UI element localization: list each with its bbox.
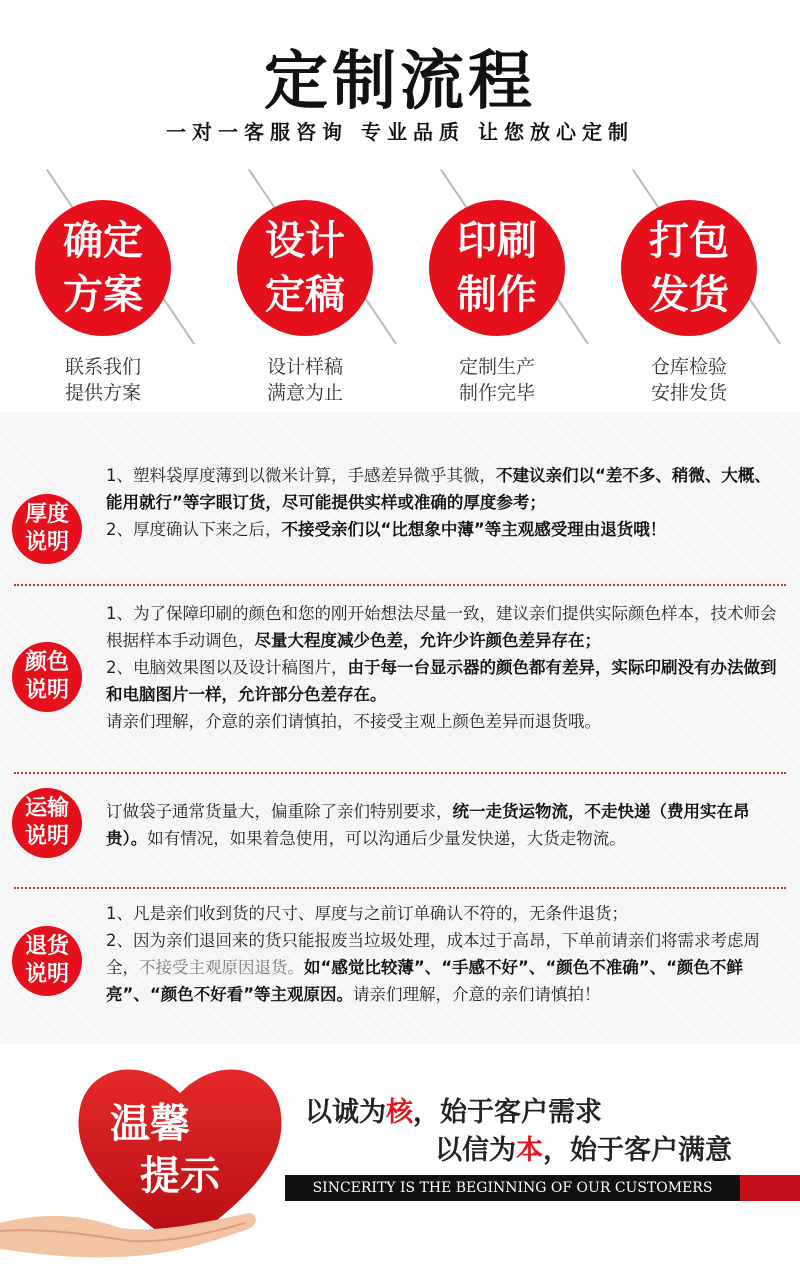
badge-text: 颜色 — [24, 650, 69, 675]
note-line: 1、为了保障印刷的颜色和您的刚开始想法尽量一致，建议亲们提供实际颜色样本，技术师会根据样本手动调色， — [106, 604, 777, 650]
note-line: 2、电脑效果图以及设计稿图片， — [106, 658, 348, 677]
note-body — [106, 462, 784, 543]
footer-banner — [0, 1048, 800, 1271]
step-desc-line: 仓库检验 — [650, 356, 727, 378]
badge-text: 说明 — [24, 678, 69, 703]
note-line-gray: 不接受主观原因退货。 — [139, 958, 304, 977]
page-title: 定制流程 — [264, 45, 536, 119]
note-badge — [12, 494, 82, 564]
slogan-accent: 核 — [386, 1097, 413, 1128]
note-line-bold: 统一走货运物流，不走快递（费用实在昂贵）。 — [106, 802, 750, 848]
page-subtitle: 一对一客服咨询 专业品质 让您放心定制 — [166, 120, 634, 144]
slogan-bar: SINCERITY IS THE BEGINNING OF OUR CUSTOMERS — [285, 1175, 740, 1201]
heart-text: 提示 — [140, 1152, 220, 1199]
step-circle — [237, 200, 373, 336]
step-desc-line: 制作完毕 — [458, 382, 535, 404]
step-desc-line: 设计样稿 — [266, 356, 343, 378]
step-description — [210, 354, 400, 406]
note-line: 请亲们理解，介意的亲们请慎拍，不接受主观上颜色差异而退货哦。 — [106, 712, 601, 731]
step-description — [402, 354, 592, 406]
step-circle-text: 制作 — [457, 272, 537, 318]
hand-icon — [0, 1183, 260, 1263]
step-circle-text: 打包 — [649, 218, 729, 264]
slogan-accent: 本 — [516, 1135, 543, 1166]
note-line: 1、塑料袋厚度薄到以微米计算，手感差异微乎其微， — [106, 466, 496, 485]
step-circle — [429, 200, 565, 336]
badge-text: 说明 — [24, 824, 69, 849]
step-desc-line: 定制生产 — [458, 356, 535, 378]
note-line: 如有情况，如果着急使用，可以沟通后少量发快递，大货走物流。 — [147, 829, 626, 848]
step-desc-line: 提供方案 — [64, 382, 141, 404]
note-body — [106, 798, 784, 852]
note-badge — [12, 788, 82, 858]
slogan-line-2 — [435, 1128, 732, 1167]
step-circle-text: 确定 — [63, 218, 143, 264]
step-desc-line: 联系我们 — [64, 356, 141, 378]
slogan-line-1 — [305, 1090, 602, 1129]
step-circle-text: 印刷 — [457, 218, 537, 264]
step-circle-text: 方案 — [63, 272, 143, 318]
slogan-text: ，始于客户满意 — [543, 1135, 732, 1166]
badge-text: 说明 — [24, 530, 69, 555]
dotted-divider — [14, 772, 786, 774]
dotted-divider — [14, 887, 786, 889]
step-printing — [402, 170, 592, 410]
slogan-text: 以信为 — [435, 1135, 516, 1166]
step-circle-text: 定稿 — [265, 272, 345, 318]
slogan-text: ，始于客户需求 — [413, 1097, 602, 1128]
slogan-bar-accent — [740, 1175, 800, 1201]
note-line: 1、凡是亲们收到货的尺寸、厚度与之前订单确认不符的，无条件退货； — [106, 904, 628, 923]
note-body — [106, 600, 784, 735]
step-desc-line: 安排发货 — [650, 382, 727, 404]
step-design-draft — [210, 170, 400, 410]
note-line-bold: 如“感觉比较薄”、“手感不好”、“颜色不准确”、“颜色不鲜亮”、“颜色不好看”等主观原因。 — [106, 958, 743, 1004]
step-description — [8, 354, 198, 406]
badge-text: 退货 — [24, 934, 69, 959]
step-confirm-plan — [8, 170, 198, 410]
note-body — [106, 900, 784, 1008]
step-circle-text: 设计 — [265, 218, 345, 264]
step-circle — [35, 200, 171, 336]
heart-text: 温馨 — [110, 1100, 190, 1147]
process-steps — [0, 170, 800, 420]
step-packing — [594, 170, 784, 410]
badge-text: 说明 — [24, 962, 69, 987]
notes-section — [0, 412, 800, 1044]
note-line: 2、厚度确认下来之后， — [106, 520, 282, 539]
step-circle-text: 发货 — [649, 272, 729, 318]
note-line-bold: 尽量大程度减少色差，允许少许颜色差异存在； — [254, 631, 601, 650]
note-badge — [12, 642, 82, 712]
step-description — [594, 354, 784, 406]
note-line-bold: 由于每一台显示器的颜色都有差异，实际印刷没有办法做到和电脑图片一样，允许部分色差存在。 — [106, 658, 777, 704]
badge-text: 运输 — [24, 796, 69, 821]
note-line-bold: 不接受亲们以“比想象中薄”等主观感受理由退货哦！ — [281, 520, 667, 539]
note-line: 2、因为亲们退回来的货只能报废当垃圾处理，成本过于高昂，下单前请亲们将需求考虑周全， — [106, 931, 760, 977]
dotted-divider — [14, 584, 786, 586]
note-badge — [12, 926, 82, 996]
note-line: 请亲们理解，介意的亲们请慎拍！ — [353, 985, 601, 1004]
step-circle — [621, 200, 757, 336]
slogan-text: 以诚为 — [305, 1097, 386, 1128]
step-desc-line: 满意为止 — [266, 382, 343, 404]
note-line-bold: 不建议亲们以“差不多、稍微、大概、能用就行”等字眼订货，尽可能提供实样或准确的厚度参考； — [106, 466, 771, 512]
note-line: 订做袋子通常货量大，偏重除了亲们特别要求， — [106, 802, 453, 821]
badge-text: 厚度 — [24, 502, 69, 527]
